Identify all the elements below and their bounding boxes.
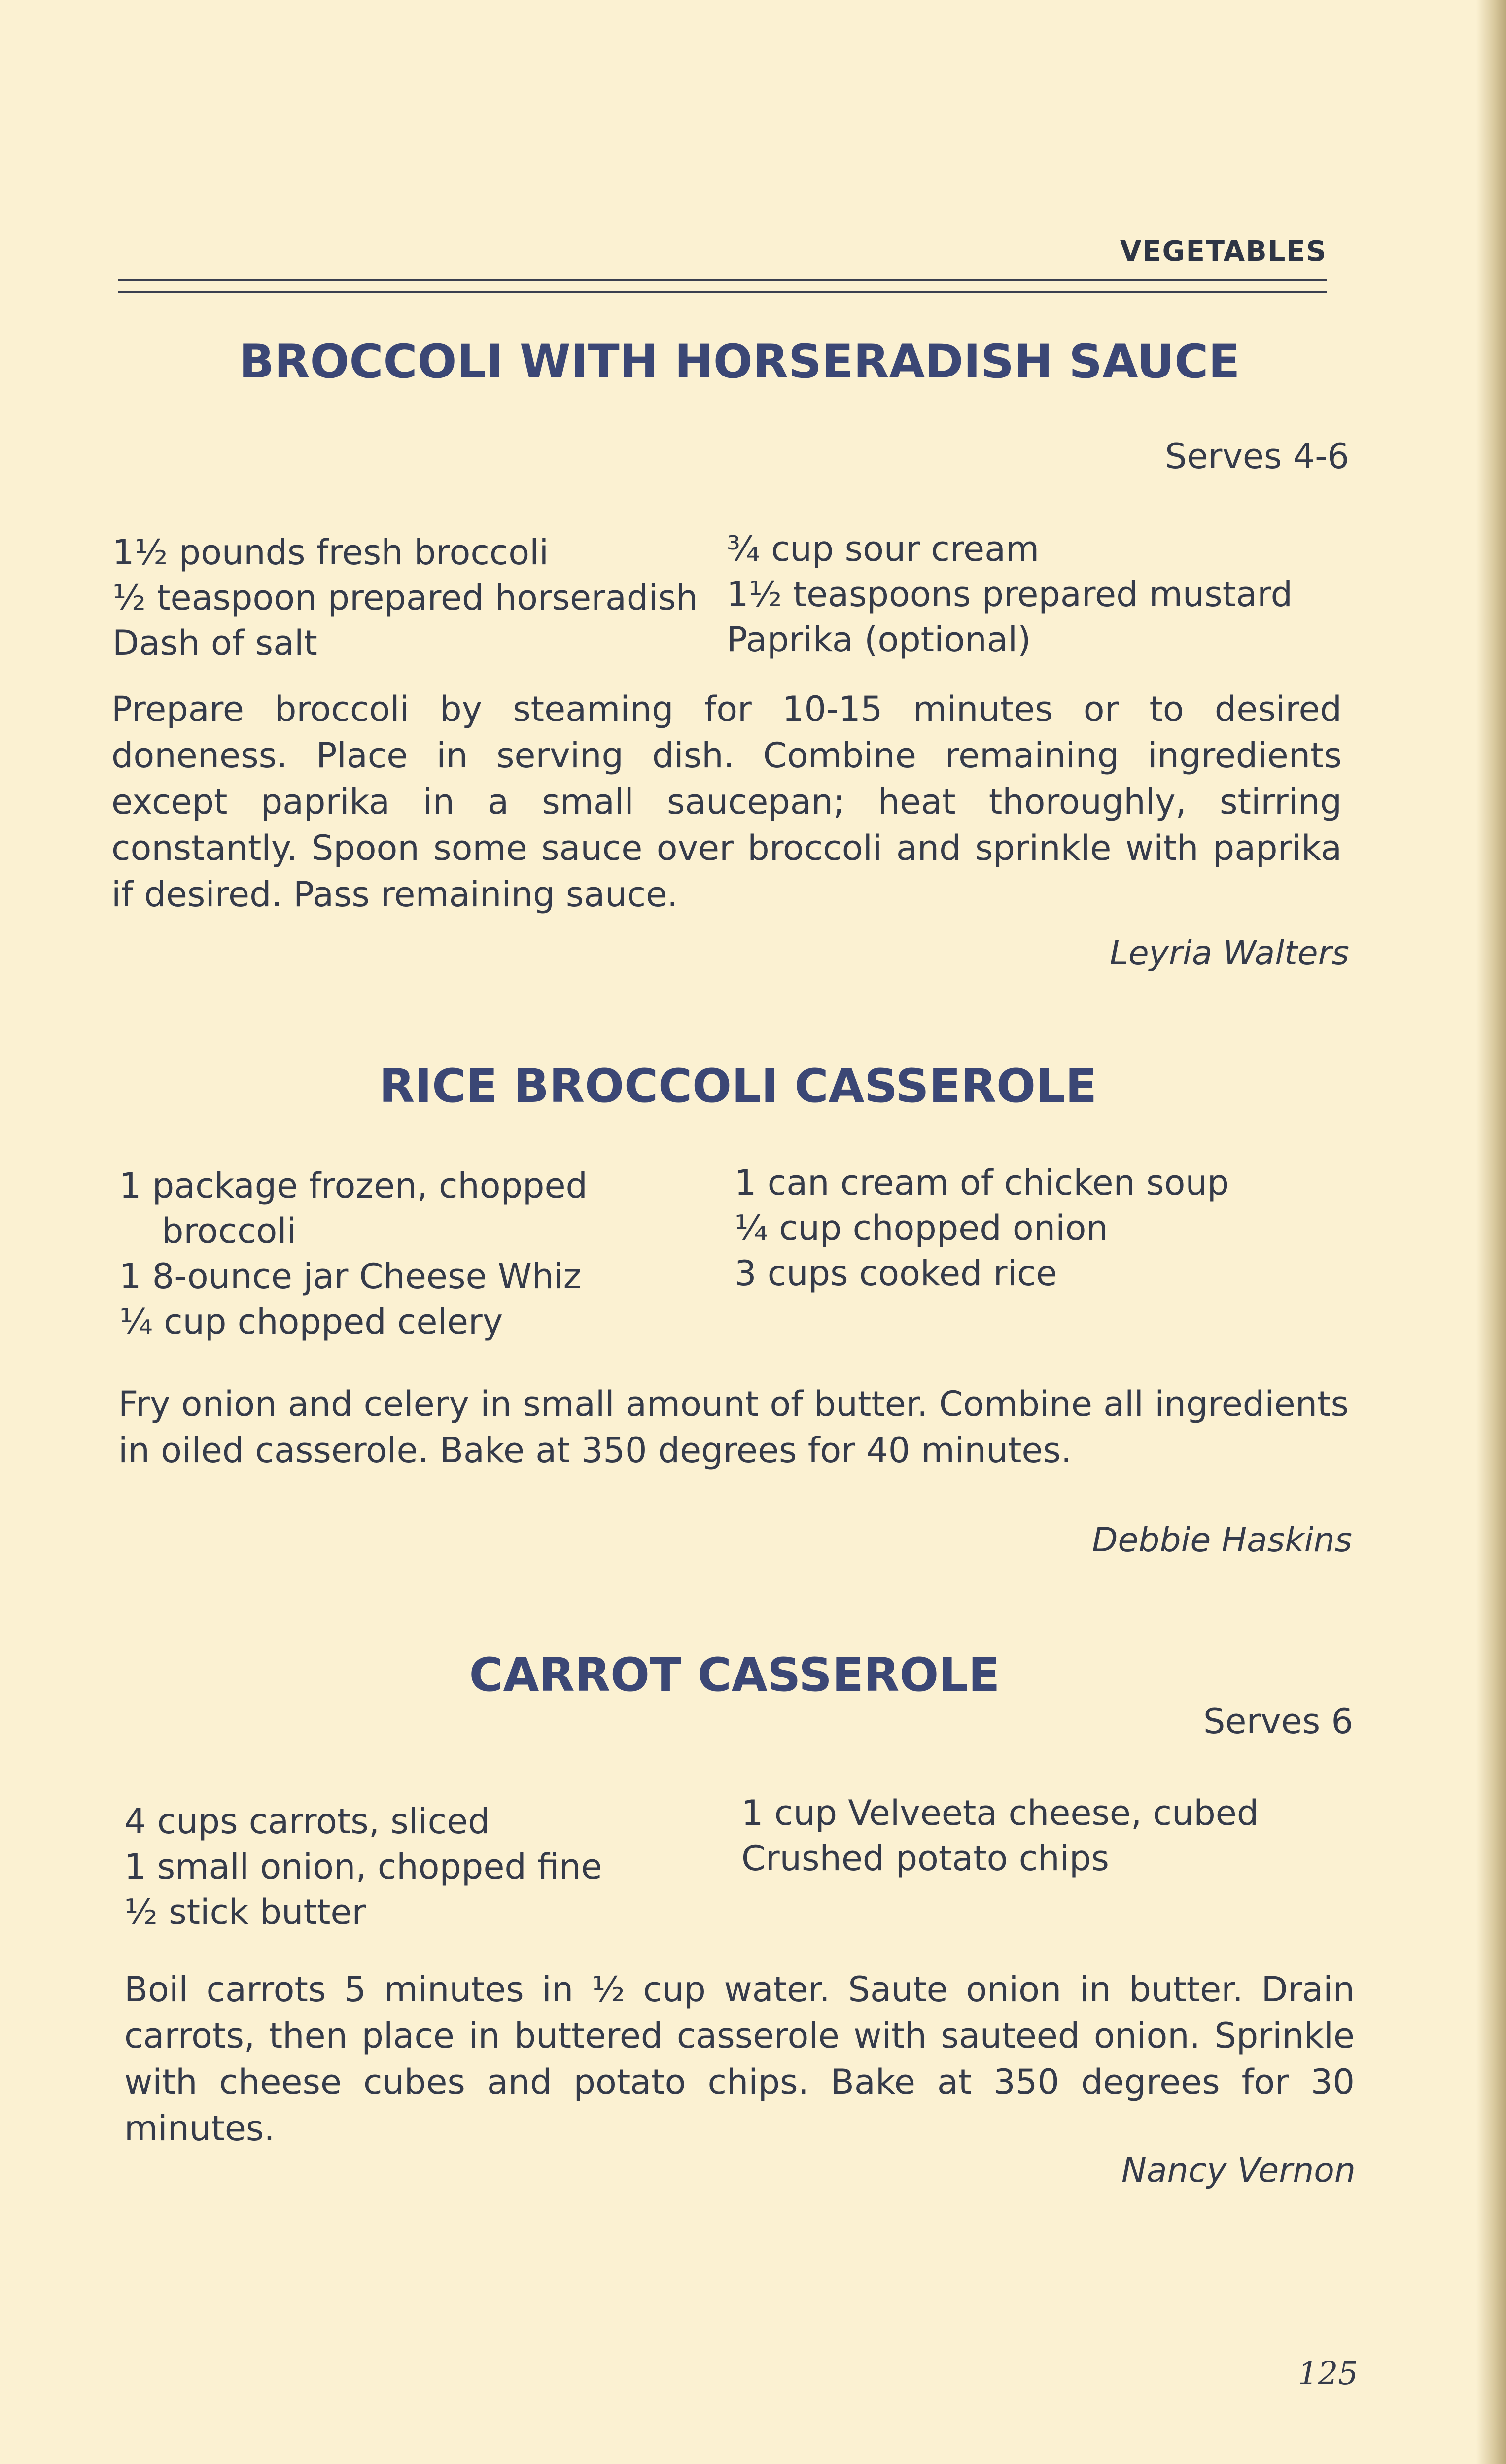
ingredient-item: 1½ pounds fresh broccoli — [112, 532, 549, 573]
ingredient-item: ¼ cup chopped onion — [735, 1208, 1108, 1248]
page-spine-shadow — [1476, 0, 1506, 2464]
ingredient-item: Paprika (optional) — [727, 619, 1031, 660]
header-rule-top — [118, 279, 1327, 281]
ingredients-left-broccoli-horseradish — [112, 530, 698, 666]
header-rule-bottom — [118, 291, 1327, 293]
ingredients-right-rice-broccoli — [735, 1160, 1229, 1296]
ingredient-item: 1 8-ounce jar Cheese Whiz — [119, 1256, 582, 1297]
ingredient-item: 1 can cream of chicken soup — [735, 1163, 1229, 1203]
ingredient-item: 4 cups carrots, sliced — [124, 1801, 490, 1842]
ingredients-right-broccoli-horseradish — [727, 526, 1293, 662]
ingredient-item: 3 cups cooked rice — [735, 1253, 1057, 1294]
directions-carrot-casserole: Boil carrots 5 minutes in ½ cup water. Saute onion in butter. Drain carrots, then place in buttered casserole with sauteed onion. Sprinkle with cheese cubes and potato chips. Bake at 350 degrees for 30 minutes. — [124, 1969, 1355, 2149]
author-carrot-casserole: Nancy Vernon — [1121, 2151, 1356, 2190]
ingredient-item: ½ stick butter — [124, 1892, 366, 1932]
ingredient-item: Crushed potato chips — [741, 1838, 1109, 1879]
ingredient-item: ¾ cup sour cream — [727, 529, 1040, 569]
serves-carrot-casserole: Serves 6 — [1203, 1701, 1353, 1742]
ingredient-item: 1 package frozen, chopped — [119, 1165, 588, 1206]
ingredient-item: ¼ cup chopped celery — [119, 1301, 503, 1342]
ingredients-left-rice-broccoli — [119, 1163, 588, 1344]
ingredient-item: Dash of salt — [112, 623, 317, 663]
author-broccoli-horseradish: Leyria Walters — [1109, 934, 1349, 973]
ingredient-item: 1½ teaspoons prepared mustard — [727, 574, 1293, 615]
recipe-title-carrot-casserole: CARROT CASSEROLE — [469, 1648, 1000, 1702]
ingredient-item: 1 small onion, chopped fine — [124, 1847, 602, 1887]
ingredients-right-carrot-casserole — [741, 1790, 1259, 1881]
ingredient-item: 1 cup Velveeta cheese, cubed — [741, 1793, 1259, 1833]
author-rice-broccoli: Debbie Haskins — [1092, 1521, 1352, 1560]
ingredient-item: broccoli — [162, 1211, 297, 1251]
recipe-title-broccoli-horseradish: BROCCOLI WITH HORSERADISH SAUCE — [239, 335, 1240, 389]
ingredients-left-carrot-casserole — [124, 1799, 602, 1935]
directions-broccoli-horseradish: Prepare broccoli by steaming for 10-15 minutes or to desired doneness. Place in serving dish. Combine remaining ingredients except paprika in a small saucepan; heat thoroughly, stirring constantly. Spoon some sauce over broccoli and sprinkle with paprika if desired. Pass remaining sauce. — [111, 689, 1342, 915]
serves-broccoli-horseradish: Serves 4-6 — [1165, 436, 1349, 477]
ingredient-item: ½ teaspoon prepared horseradish — [112, 578, 698, 618]
recipe-title-rice-broccoli: RICE BROCCOLI CASSEROLE — [379, 1060, 1097, 1113]
directions-rice-broccoli: Fry onion and celery in small amount of butter. Combine all ingredients in oiled casserole. Bake at 350 degrees for 40 minutes. — [118, 1384, 1349, 1471]
section-header: VEGETABLES — [1120, 236, 1327, 268]
page-number: 125 — [1297, 2356, 1358, 2392]
